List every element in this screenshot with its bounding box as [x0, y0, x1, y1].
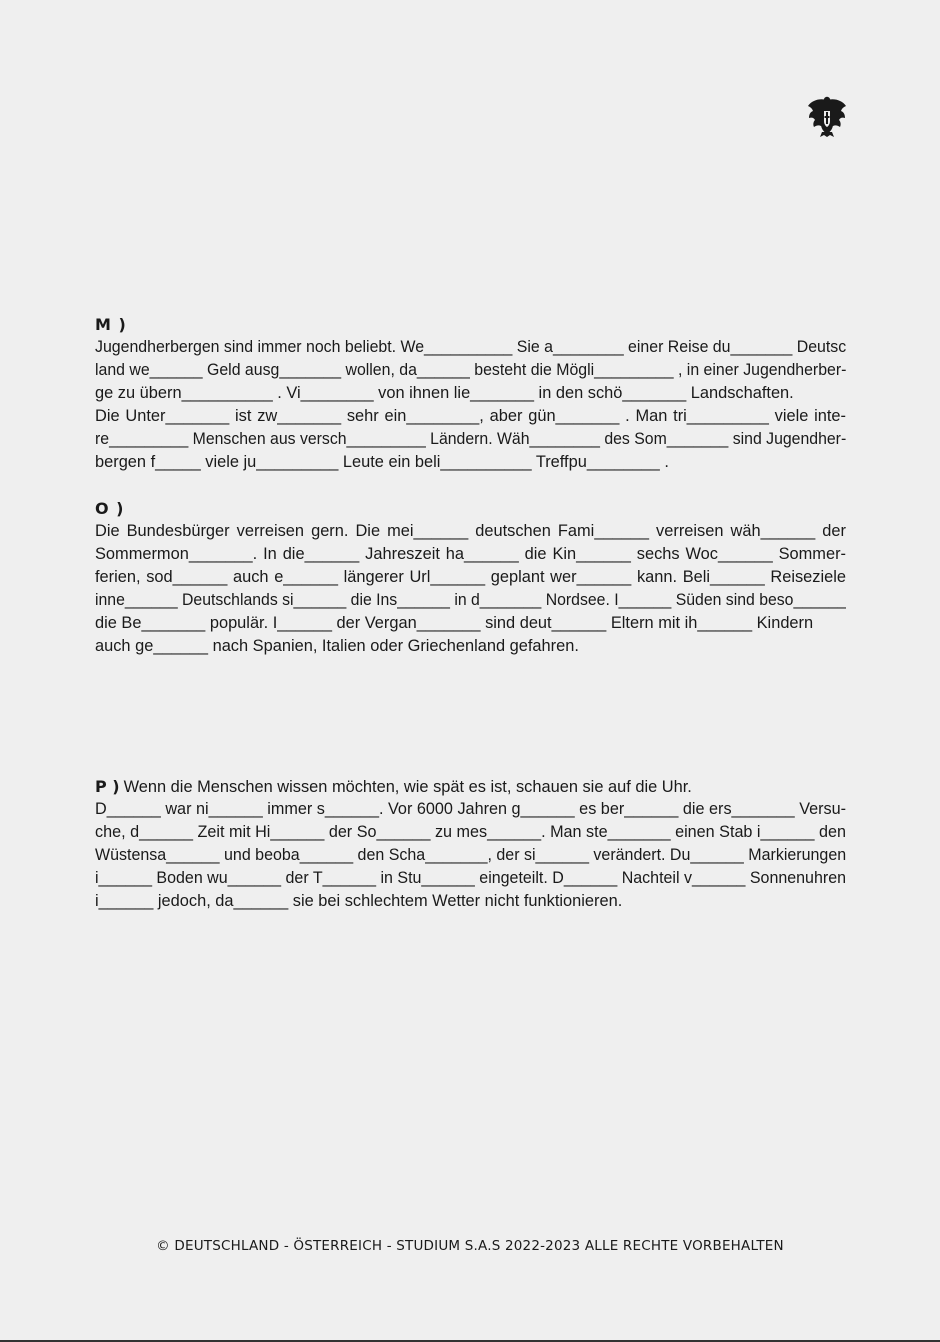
- section-o-line-4: inne______ Deutschlands si______ die Ins______ in d_______ Nordsee. I______ Süden sind beso______: [95, 591, 846, 609]
- section-m-line-1: Jugendherbergen sind immer noch beliebt. We__________ Sie a________ einer Reise du_______ Deutsc: [95, 338, 846, 356]
- section-o-heading: O ): [95, 499, 125, 518]
- section-m-line-5: re_________ Menschen aus versch_________ Ländern. Wäh________ des Som_______ sind Jugendher-: [95, 430, 846, 448]
- copyright-footer: © DEUTSCHLAND - ÖSTERREICH - STUDIUM S.A.S 2022-2023 ALLE RECHTE VORBEHALTEN: [156, 1238, 784, 1254]
- section-m-line-3: ge zu übern__________ . Vi________ von ihnen lie_______ in den schö_______ Landschaften.: [95, 384, 794, 402]
- section-o-line-5: die Be_______ populär. I______ der Vergan_______ sind deut______ Eltern mit ih______ Kindern: [95, 614, 814, 632]
- section-p: [95, 775, 846, 913]
- section-p-line-5: i______ jedoch, da______ sie bei schlechtem Wetter nicht funktionieren.: [95, 892, 623, 910]
- section-o-line-1: Die Bundesbürger verreisen gern. Die mei______ deutschen Fami______ verreisen wäh______ der: [95, 522, 846, 540]
- eagle-crest-icon: [806, 94, 848, 138]
- section-o-line-3: ferien, sod______ auch e______ längerer Url______ geplant wer______ kann. Beli______ Reiseziele: [95, 568, 846, 586]
- section-p-line-1: D______ war ni______ immer s______. Vor 6000 Jahren g______ es ber______ die ers_______ Versu-: [95, 800, 846, 818]
- section-p-heading: P ): [95, 777, 120, 796]
- section-m-heading: M ): [95, 315, 127, 334]
- section-p-intro: Wenn die Menschen wissen möchten, wie spät es ist, schauen sie auf die Uhr.: [123, 778, 692, 796]
- section-o-line-6: auch ge______ nach Spanien, Italien oder Griechenland gefahren.: [95, 637, 579, 655]
- section-m-line-2: land we______ Geld ausg_______ wollen, da______ besteht die Mögli_________ , in einer Jugendherber-: [95, 361, 846, 379]
- section-m-line-4: Die Unter_______ ist zw_______ sehr ein________, aber gün_______ . Man tri_________ viele inte-: [95, 407, 846, 425]
- section-p-line-3: Wüstensa______ und beoba______ den Scha_______, der si______ verändert. Du______ Markierungen: [95, 846, 846, 864]
- section-p-intro-line: [95, 775, 846, 798]
- section-p-line-4: i______ Boden wu______ der T______ in Stu______ eingeteilt. D______ Nachteil v______ Sonnenuhren: [95, 869, 846, 887]
- section-p-line-2: che, d______ Zeit mit Hi______ der So______ zu mes______. Man ste_______ einen Stab i______ den: [95, 823, 846, 841]
- section-m-line-6: bergen f_____ viele ju_________ Leute ein beli__________ Treffpu________ .: [95, 453, 669, 471]
- section-m: [95, 313, 846, 474]
- section-o: [95, 497, 846, 658]
- section-o-line-2: Sommermon_______. In die______ Jahreszeit ha______ die Kin______ sechs Woc______ Sommer-: [95, 545, 846, 563]
